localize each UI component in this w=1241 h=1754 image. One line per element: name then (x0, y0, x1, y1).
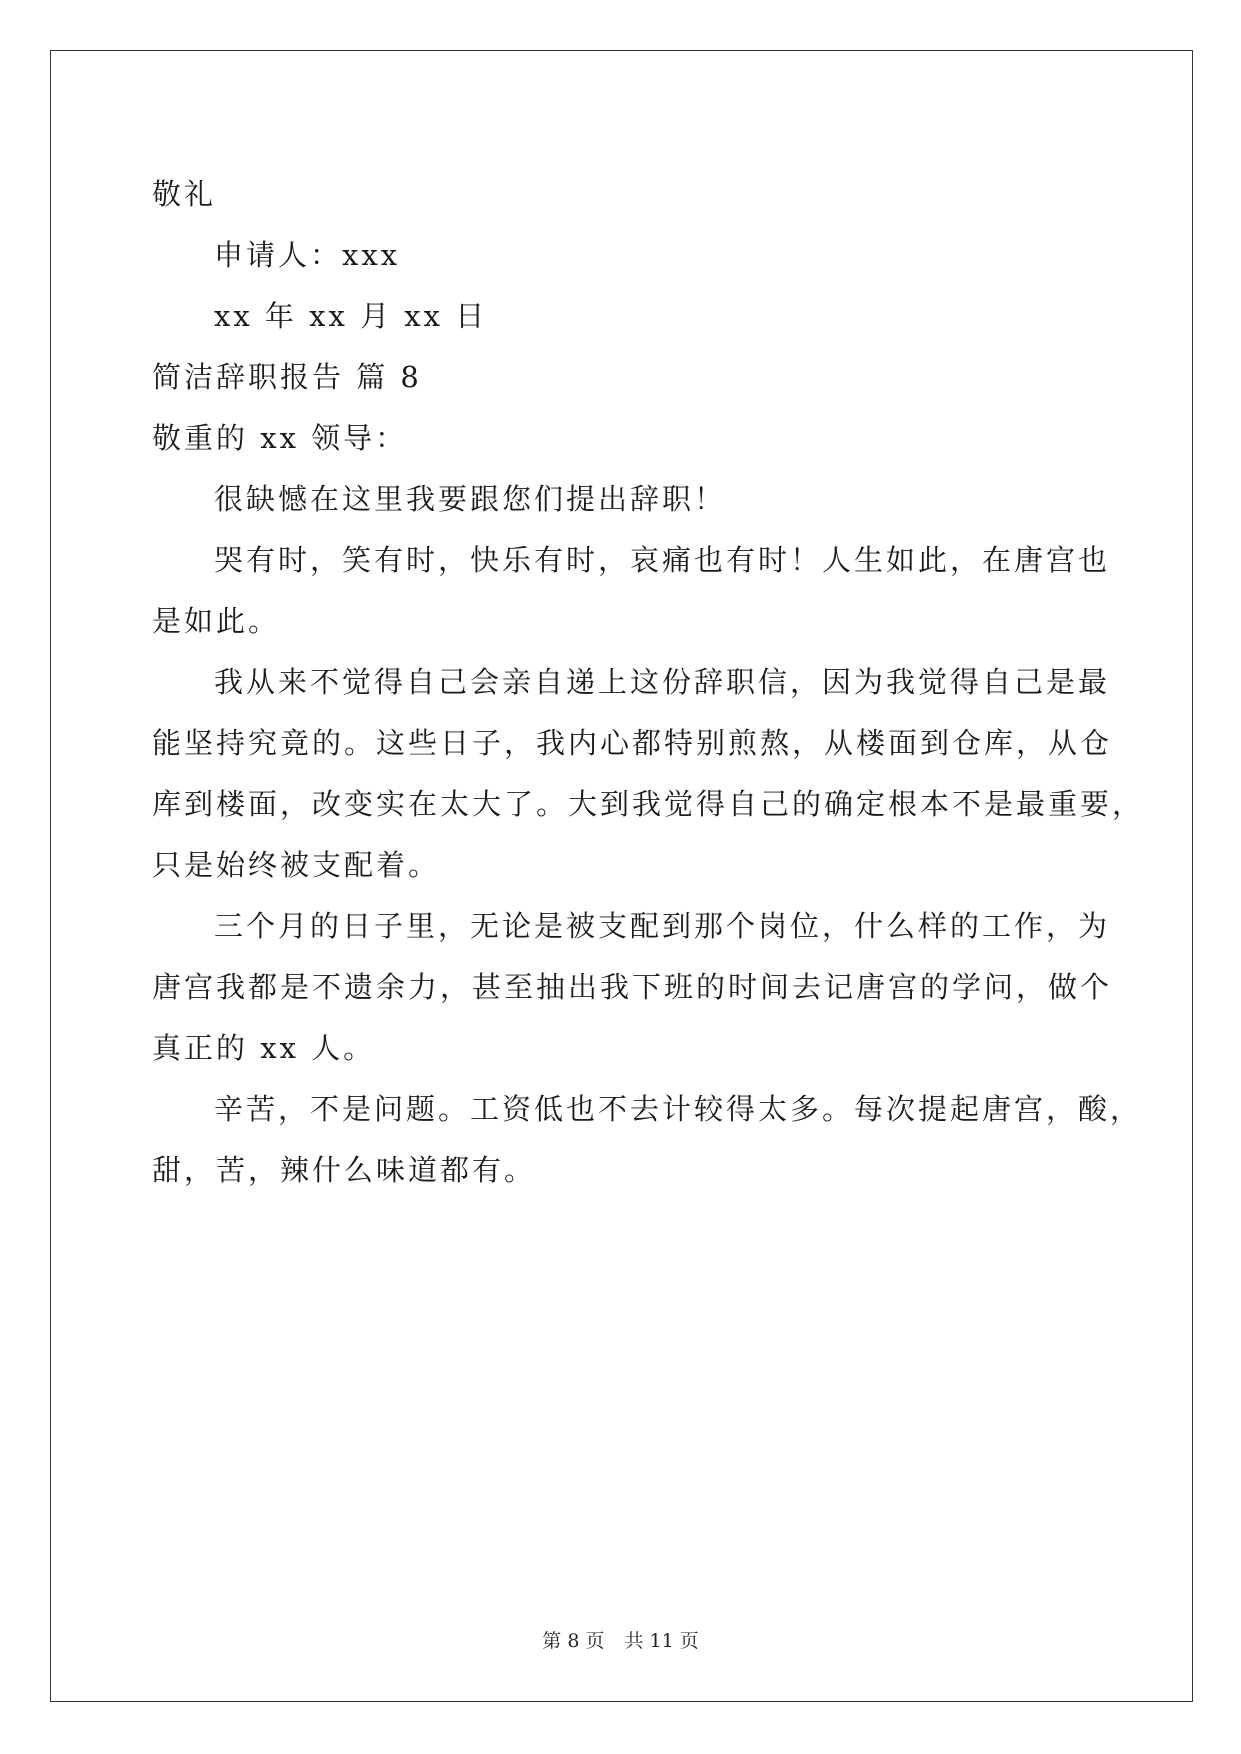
paragraph-line: 能坚持究竟的。这些日子，我内心都特别煎熬，从楼面到仓库，从仓 (152, 726, 1113, 760)
applicant-line: 申请人：xxx (214, 238, 401, 272)
page-number: 第 8 页 (542, 1630, 605, 1652)
paragraph-line: 辛苦，不是问题。工资低也不去计较得太多。每次提起唐宫，酸， (214, 1092, 1143, 1126)
paragraph-line: 真正的 xx 人。 (152, 1031, 376, 1065)
date-line: xx 年 xx 月 xx 日 (214, 299, 488, 333)
paragraph-line: 唐宫我都是不遗余力，甚至抽出我下班的时间去记唐宫的学问，做个 (152, 970, 1113, 1004)
document-body (152, 164, 1145, 1201)
paragraph-line: 只是始终被支配着。 (152, 848, 441, 882)
paragraph-line: 哭有时，笑有时，快乐有时，哀痛也有时！人生如此，在唐宫也 (214, 543, 1111, 577)
page-footer (0, 1626, 1241, 1653)
closing-salutation: 敬礼 (152, 177, 217, 211)
greeting-line: 敬重的 xx 领导： (152, 421, 408, 455)
paragraph-line: 我从来不觉得自己会亲自递上这份辞职信，因为我觉得自己是最 (214, 665, 1111, 699)
paragraph-line: 甜，苦，辣什么味道都有。 (152, 1153, 537, 1187)
paragraph-line: 库到楼面，改变实在太大了。大到我觉得自己的确定根本不是最重要， (152, 787, 1145, 821)
paragraph-line: 很缺憾在这里我要跟您们提出辞职！ (214, 482, 727, 516)
page-total: 共 11 页 (624, 1630, 699, 1652)
paragraph-line: 三个月的日子里，无论是被支配到那个岗位，什么样的工作，为 (214, 909, 1111, 943)
section-heading: 简洁辞职报告 篇 8 (152, 360, 422, 394)
paragraph-line: 是如此。 (152, 604, 281, 638)
